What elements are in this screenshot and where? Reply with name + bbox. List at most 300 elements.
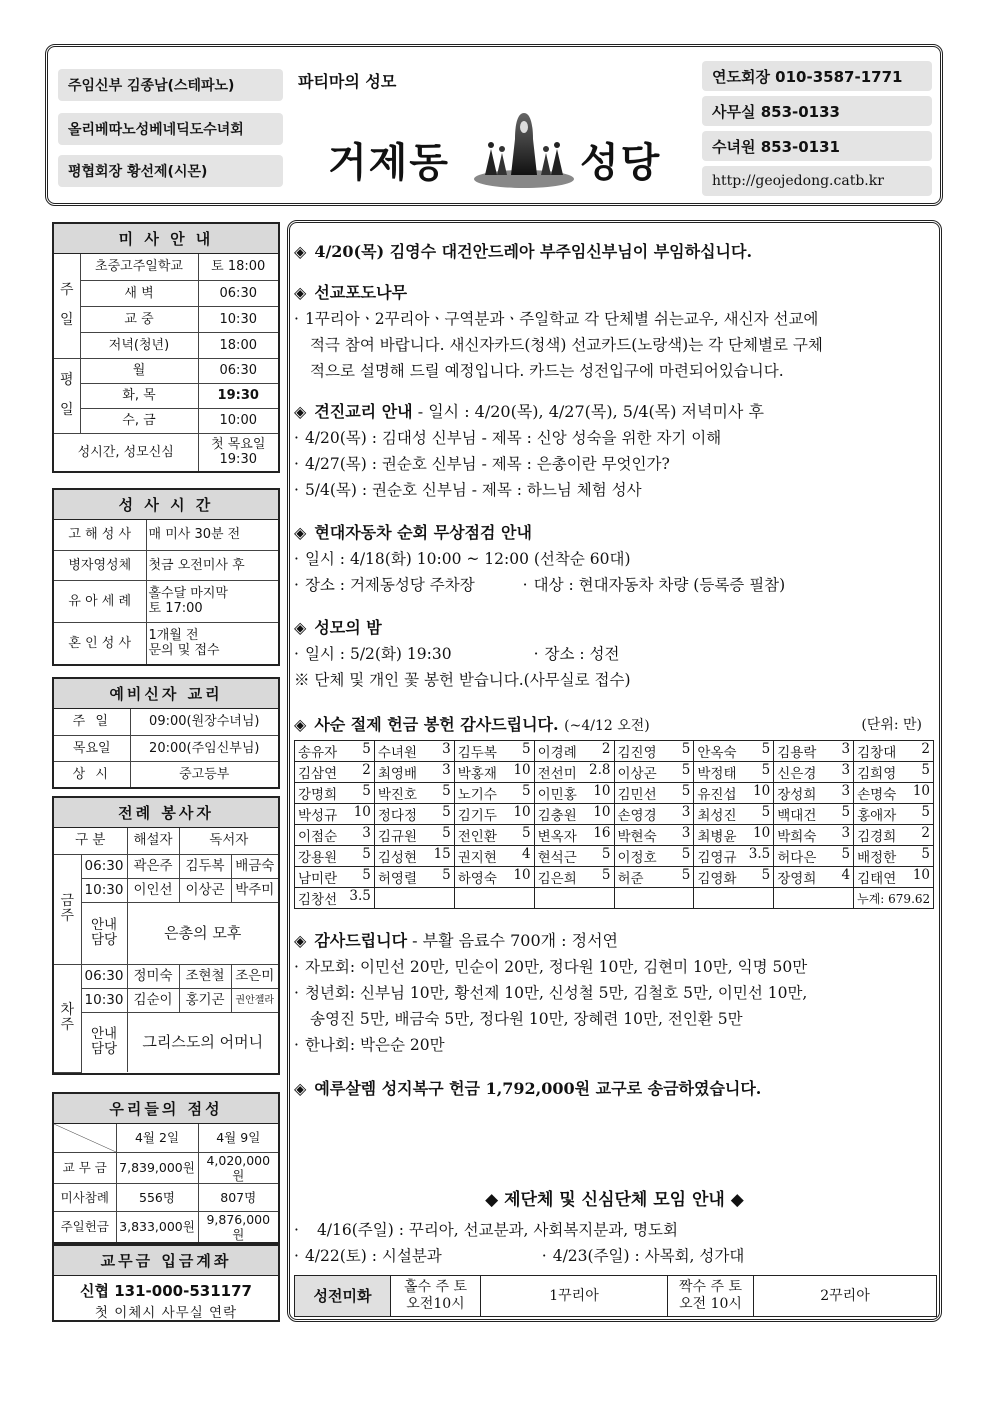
- donor-name: 김희영: [857, 766, 897, 782]
- diamond-icon: ◈: [294, 1079, 307, 1098]
- donor-amount: 5: [362, 846, 371, 862]
- diamond-icon: ◈: [294, 931, 307, 950]
- stats-title: 우리들의 점성: [54, 1094, 278, 1124]
- donor-cell: [614, 804, 694, 825]
- church-logo-icon: [471, 111, 577, 191]
- bullet-icon: ·: [541, 1247, 547, 1265]
- donor-name: 김창선: [298, 892, 338, 908]
- empty-cell: [374, 888, 454, 909]
- donor-name: 정다정: [377, 808, 417, 824]
- col-lector: 독서자: [179, 828, 278, 854]
- donor-cell: [295, 888, 375, 909]
- donor-cell: [774, 846, 854, 867]
- donor-amount: 15: [433, 846, 451, 862]
- donor-name: 김경희: [857, 829, 897, 845]
- bullet-icon: ·: [294, 576, 299, 594]
- donor-cell: [774, 762, 854, 783]
- donor-name: 이상곤: [617, 766, 657, 782]
- lector-1: 김두복: [179, 854, 231, 878]
- catechumen-box: [52, 677, 280, 789]
- donor-name: 장성희: [777, 787, 817, 803]
- donor-name: 손명숙: [857, 787, 897, 803]
- donor-cell: [534, 846, 614, 867]
- stats-value: 556명: [116, 1183, 198, 1211]
- donor-amount: 2: [362, 762, 371, 778]
- sacrament-label: 고 해 성 사: [54, 520, 146, 550]
- lector-2: 박주미: [231, 878, 278, 902]
- notice-lent-offering: ◈ 사순 절제 헌금 봉헌 감사드립니다. (~4/12 오전) (단위: 만): [294, 715, 922, 734]
- donor-amount: 10: [593, 804, 611, 820]
- donor-name: 하영숙: [457, 871, 497, 887]
- mass-name: 교 중: [80, 306, 198, 332]
- mass-name: 새 벽: [80, 280, 198, 306]
- donor-name: 박홍재: [457, 766, 497, 782]
- notice-car-check: ◈ 현대자동차 순회 무상점검 안내 · 일시 : 4/18(화) 10:00 ~ 12:00 (선착순 60대) · 장소 : 거제동성당 주차장 · 대상 : 현대자동차 차량 (등록증 필참): [294, 523, 786, 594]
- meetings-list: · 4/16(주일) : 꾸리아, 선교분과, 사회복지분과, 명도회 · 4/22(토) : 시설분과 · 4/23(주일) : 사목회, 성가대: [294, 1221, 745, 1265]
- mass-time: 06:30: [198, 358, 278, 383]
- liturgy-time: 10:30: [81, 878, 127, 902]
- sacrament-value: 1개월 전 문의 및 접수: [146, 622, 278, 664]
- catechism-time: 20:00(주임신부님): [130, 735, 278, 761]
- donor-cell: [534, 741, 614, 762]
- guide-group: 그리스도의 어머니: [127, 1012, 278, 1072]
- donor-amount: 5: [681, 867, 691, 883]
- account-note: 첫 이체시 사무실 연락: [94, 1305, 238, 1321]
- donor-cell: [774, 867, 854, 888]
- donor-cell: [854, 825, 934, 846]
- donation-row: [295, 888, 934, 909]
- donor-name: 김태연: [857, 871, 897, 887]
- mass-time: 06:30: [198, 280, 278, 306]
- donor-amount: 3: [681, 825, 691, 841]
- donor-name: 김은희: [537, 871, 577, 887]
- lector-2: 배금숙: [231, 854, 278, 878]
- donor-name: 허다은: [777, 850, 817, 866]
- donor-cell: [614, 825, 694, 846]
- mass-name: 저녁(청년): [80, 332, 198, 358]
- donor-amount: 5: [442, 825, 451, 841]
- empty-cell: [694, 888, 774, 909]
- stats-table: [54, 1124, 278, 1242]
- mass-time: 10:30: [198, 306, 278, 332]
- donor-amount: 5: [761, 762, 771, 778]
- diamond-icon: ◈: [294, 242, 307, 261]
- liturgy-time: 06:30: [81, 854, 127, 878]
- donor-amount: 4: [841, 867, 851, 883]
- donor-name: 김성현: [377, 850, 417, 866]
- donor-cell: [454, 762, 534, 783]
- mass-day: 화, 목: [80, 383, 198, 408]
- donor-name: 권지현: [457, 850, 497, 866]
- mass-name: 초중고주일학교: [80, 254, 198, 280]
- catechism-day: 목요일: [54, 735, 130, 761]
- catechumen-table: [54, 709, 278, 787]
- bullet-icon: ·: [533, 645, 539, 663]
- account-title: 교무금 입금계좌: [54, 1246, 278, 1276]
- donor-amount: 3: [841, 762, 851, 778]
- stats-corner: [54, 1124, 116, 1152]
- donor-amount: 10: [353, 804, 371, 820]
- commentator: 정미숙: [127, 964, 179, 988]
- lector-1: 조현철: [179, 964, 231, 988]
- bulletin-header: [45, 44, 943, 206]
- donor-cell: [614, 867, 694, 888]
- donor-cell: [295, 762, 375, 783]
- diamond-icon: ◈: [294, 283, 307, 302]
- diamond-icon: ◈: [294, 715, 307, 734]
- bullet-icon: ·: [522, 576, 528, 594]
- donor-cell: [614, 741, 694, 762]
- donor-amount: 5: [921, 804, 930, 820]
- donor-name: 김진영: [617, 745, 657, 761]
- diamond-icon: ◈: [294, 523, 307, 542]
- sunday-label: 주 일: [54, 254, 80, 358]
- flower-even-group: 2꾸리아: [754, 1276, 937, 1317]
- donor-amount: 5: [601, 867, 611, 883]
- mass-schedule-title: 미 사 안 내: [54, 224, 278, 254]
- donation-table: [294, 740, 934, 909]
- donor-name: 장영희: [777, 871, 817, 887]
- bullet-icon: ·: [294, 429, 299, 447]
- notice-new-priest: ◈ 4/20(목) 김영수 대건안드레아 부주임신부님이 부임하십니다.: [294, 242, 753, 261]
- donor-name: 김기두: [457, 808, 497, 824]
- liturgy-servers-box: [52, 796, 280, 1075]
- mass-time: 토 18:00: [198, 254, 278, 280]
- catechism-day: 주 일: [54, 709, 130, 735]
- donation-row: [295, 825, 934, 846]
- donor-name: 최병윤: [697, 829, 737, 845]
- col-commentator: 해설자: [127, 828, 179, 854]
- commentator: 이인선: [127, 878, 179, 902]
- donor-name: 박정태: [697, 766, 737, 782]
- donor-cell: [774, 741, 854, 762]
- donor-amount: 10: [513, 804, 531, 820]
- donor-amount: 10: [753, 783, 771, 799]
- bullet-icon: ·: [294, 984, 299, 1002]
- donor-amount: 2.8: [589, 762, 611, 778]
- donor-amount: 3.5: [748, 846, 771, 862]
- holy-hour-time: 첫 목요일 19:30: [198, 433, 278, 471]
- donor-cell: [374, 867, 454, 888]
- donor-amount: 5: [362, 867, 371, 883]
- donor-cell: [295, 783, 375, 804]
- donor-name: 안옥숙: [697, 745, 737, 761]
- donor-name: 남미란: [298, 871, 338, 887]
- weekday-label: 평 일: [54, 358, 80, 433]
- donor-amount: 5: [921, 846, 930, 862]
- donor-cell: [694, 867, 774, 888]
- header-council-president: 평협회장 황선제(시몬): [58, 155, 283, 187]
- donor-cell: [374, 783, 454, 804]
- donor-cell: [694, 846, 774, 867]
- donor-amount: 3: [362, 825, 371, 841]
- donor-amount: 5: [761, 741, 771, 757]
- donor-amount: 5: [681, 762, 691, 778]
- donor-amount: 16: [593, 825, 611, 841]
- lector-2: 조은미: [231, 964, 278, 988]
- stats-label: 교 무 금: [54, 1152, 116, 1183]
- donor-amount: 5: [442, 867, 451, 883]
- donor-name: 김규원: [377, 829, 417, 845]
- donor-cell: [534, 804, 614, 825]
- liturgy-servers-title: 전례 봉사자: [54, 798, 278, 828]
- donor-cell: [534, 867, 614, 888]
- donor-name: 이경례: [537, 745, 577, 761]
- church-title-left: 거제동: [328, 140, 450, 186]
- mass-time: 19:30: [198, 383, 278, 408]
- donor-amount: 5: [841, 804, 851, 820]
- donor-amount: 3: [681, 804, 691, 820]
- notice-confirmation: ◈ 견진교리 안내 - 일시 : 4/20(목), 4/27(목), 5/4(목) 저녁미사 후 · 4/20(목) : 김대성 신부님 - 제목 : 신앙 성숙을 위한 자기 이해 · 4/27(목) : 권순호 신부님 - 제목 : 은총이란 무엇인가? · 5/4(목) : 권순호 신부님 - 제목 : 하느님 체험 성사: [294, 402, 764, 499]
- donor-amount: 5: [601, 846, 611, 862]
- donor-cell: [534, 762, 614, 783]
- sacrament-label: 혼 인 성 사: [54, 622, 146, 664]
- guide-label: 안내 담당: [81, 1012, 127, 1072]
- donor-amount: 5: [841, 846, 851, 862]
- stats-date: 4월 9일: [198, 1124, 278, 1152]
- header-funeral-contact: 연도회장 010-3587-1771: [702, 61, 932, 91]
- donor-name: 박성규: [298, 808, 338, 824]
- donor-cell: [295, 825, 375, 846]
- donor-name: 송유자: [298, 745, 338, 761]
- donor-amount: 5: [761, 867, 771, 883]
- empty-cell: [614, 888, 694, 909]
- donor-cell: [295, 804, 375, 825]
- stats-box: [52, 1092, 280, 1244]
- donor-cell: [534, 825, 614, 846]
- notice-mission: ◈ 선교포도나무 · 1꾸리아ㆍ2꾸리아ㆍ구역분과ㆍ주일학교 각 단체별 쉬는교우, 새신자 선교에 적극 참여 바랍니다. 새신자카드(청색) 선교카드(노랑색)는 각 단체별로 구체 적으로 설명해 드릴 예정입니다. 카드는 성전입구에 마련되어있습니다.: [294, 283, 823, 380]
- donor-name: 손영경: [617, 808, 657, 824]
- bullet-icon: ·: [294, 1036, 299, 1054]
- catechism-day: 상 시: [54, 761, 130, 787]
- donor-amount: 5: [522, 783, 531, 799]
- donor-name: 김영규: [697, 850, 737, 866]
- donor-name: 김영화: [697, 871, 737, 887]
- donor-cell: [614, 783, 694, 804]
- donation-row: [295, 762, 934, 783]
- stats-value: 7,839,000원: [116, 1152, 198, 1183]
- flower-label: 성전미화: [295, 1276, 391, 1317]
- stats-value: 9,876,000원: [198, 1211, 278, 1242]
- donor-cell: [694, 783, 774, 804]
- donor-amount: 3: [442, 762, 451, 778]
- donor-cell: [374, 762, 454, 783]
- catechumen-title: 예비신자 교리: [54, 679, 278, 709]
- meetings-title: ◆ 제단체 및 신심단체 모임 안내 ◆: [485, 1190, 744, 1210]
- stats-value: 807명: [198, 1183, 278, 1211]
- donor-cell: [454, 804, 534, 825]
- liturgy-time: 10:30: [81, 988, 127, 1012]
- stats-label: 주일헌금: [54, 1211, 116, 1242]
- flower-odd-label: 홀수 주 토 오전10시: [391, 1276, 481, 1317]
- bullet-icon: ·: [294, 1247, 299, 1265]
- donor-amount: 10: [513, 867, 531, 883]
- mass-day: 월: [80, 358, 198, 383]
- lector-2: 권안젤라: [231, 988, 278, 1012]
- account-number: 신협 131-000-531177: [80, 1282, 252, 1300]
- donor-amount: 5: [522, 741, 531, 757]
- mass-schedule-table: [54, 254, 278, 471]
- donor-amount: 2: [921, 741, 930, 757]
- donor-cell: [374, 825, 454, 846]
- donor-amount: 5: [681, 846, 691, 862]
- donor-amount: 5: [761, 804, 771, 820]
- donation-row: [295, 804, 934, 825]
- catechism-time: 09:00(원장수녀님): [130, 709, 278, 735]
- sacraments-table: [54, 520, 278, 664]
- donor-cell: [694, 804, 774, 825]
- donor-name: 현석근: [537, 850, 577, 866]
- donor-name: 박희숙: [777, 829, 817, 845]
- donor-name: 백대건: [777, 808, 817, 824]
- lector-1: 홍기곤: [179, 988, 231, 1012]
- commentator: 곽은주: [127, 854, 179, 878]
- donor-name: 이정호: [617, 850, 657, 866]
- donor-amount: 5: [362, 783, 371, 799]
- donor-name: 이민홍: [537, 787, 577, 803]
- header-pastor: 주임신부 김종남(스테파노): [58, 69, 283, 101]
- donor-cell: [295, 741, 375, 762]
- donor-amount: 5: [362, 741, 371, 757]
- donor-amount: 5: [442, 804, 451, 820]
- donor-name: 김삼연: [298, 766, 338, 782]
- donor-amount: 5: [442, 783, 451, 799]
- mass-day: 수, 금: [80, 408, 198, 433]
- donor-name: 전인환: [457, 829, 497, 845]
- donor-cell: [454, 846, 534, 867]
- donor-name: 이점순: [298, 829, 338, 845]
- holy-hour-label: 성시간, 성모신심: [54, 433, 198, 471]
- stats-value: 4,020,000원: [198, 1152, 278, 1183]
- flower-odd-group: 1꾸리아: [481, 1276, 668, 1317]
- donor-name: 신은경: [777, 766, 817, 782]
- donor-name: 노기수: [457, 787, 497, 803]
- donor-name: 김민선: [617, 787, 657, 803]
- empty-cell: [534, 888, 614, 909]
- donor-cell: [374, 741, 454, 762]
- donor-name: 최영배: [377, 766, 417, 782]
- donor-name: 수녀원: [377, 745, 417, 761]
- commentator: 김순이: [127, 988, 179, 1012]
- donor-name: 유진섭: [697, 787, 737, 803]
- donor-name: 허영렬: [377, 871, 417, 887]
- flower-even-label: 짝수 주 토 오전 10시: [668, 1276, 754, 1317]
- donor-amount: 5: [681, 783, 691, 799]
- donation-row: [295, 846, 934, 867]
- bullet-icon: ·: [294, 310, 299, 328]
- donor-cell: [614, 762, 694, 783]
- donor-name: 김창대: [857, 745, 897, 761]
- sacrament-value: 첫금 오전미사 후: [146, 550, 278, 580]
- donor-amount: 5: [681, 741, 691, 757]
- donor-amount: 5: [522, 825, 531, 841]
- liturgy-servers-table: [54, 828, 278, 1073]
- donor-cell: [295, 846, 375, 867]
- donation-row: [295, 741, 934, 762]
- empty-cell: [774, 888, 854, 909]
- donor-amount: 3: [841, 783, 851, 799]
- donor-cell: [454, 867, 534, 888]
- catechism-time: 중고등부: [130, 761, 278, 787]
- liturgy-time: 06:30: [81, 964, 127, 988]
- donor-cell: [454, 825, 534, 846]
- donor-cell: [694, 825, 774, 846]
- diamond-icon: ◈: [294, 402, 307, 421]
- col-category: 구 분: [54, 828, 127, 854]
- mass-time: 18:00: [198, 332, 278, 358]
- donor-amount: 10: [593, 783, 611, 799]
- bullet-icon: ·: [294, 455, 299, 473]
- bullet-icon: ·: [294, 481, 299, 499]
- notices-panel: [287, 220, 942, 1322]
- donor-amount: 10: [912, 783, 930, 799]
- donor-cell: [774, 825, 854, 846]
- this-week-label: 금 주: [54, 854, 81, 964]
- donor-name: 최성진: [697, 808, 737, 824]
- stats-date: 4월 2일: [116, 1124, 198, 1152]
- flower-duty-table: [294, 1275, 937, 1317]
- church-title-right: 성당: [580, 140, 662, 186]
- donor-cell: [854, 741, 934, 762]
- donor-cell: [854, 804, 934, 825]
- header-office-phone: 사무실 853-0133: [702, 96, 932, 126]
- diamond-icon: ◈: [294, 618, 307, 637]
- header-website-link[interactable]: http://geojedong.catb.kr: [702, 166, 932, 196]
- donor-name: 강용원: [298, 850, 338, 866]
- donor-name: 홍애자: [857, 808, 897, 824]
- header-convent-phone: 수녀원 853-0131: [702, 131, 932, 161]
- sacrament-value: 홀수달 마지막 토 17:00: [146, 580, 278, 622]
- donor-name: 박진호: [377, 787, 417, 803]
- donor-amount: 2: [601, 741, 611, 757]
- bullet-icon: ·: [294, 958, 299, 976]
- bullet-icon: ·: [294, 1221, 299, 1239]
- donor-name: 강명희: [298, 787, 338, 803]
- donor-cell: [374, 804, 454, 825]
- donor-name: 허준: [617, 871, 644, 887]
- notice-marian-night: ◈ 성모의 밤 · 일시 : 5/2(화) 19:30 · 장소 : 성전 ※ 단체 및 개인 꽃 봉헌 받습니다.(사무실로 접수): [294, 618, 631, 689]
- sacrament-label: 병자영성체: [54, 550, 146, 580]
- donor-amount: 10: [912, 867, 930, 883]
- notice-thanks: ◈ 감사드립니다 - 부활 음료수 700개 : 정서연 · 자모회: 이민선 20만, 민순이 20만, 정다원 10만, 김현미 10만, 익명 50만 · 청년회: 신부님 10만, 황선제 10만, 신성철 5만, 김철호 5만, 이민선 10만, 송영진 5만, 배금숙 5만, 정다원 10만, 장혜련 10만, 전인환 5만 · 한나회: 박은순 20만: [294, 931, 808, 1054]
- donor-amount: 2: [921, 825, 930, 841]
- donor-amount: 10: [753, 825, 771, 841]
- donor-amount: 3: [841, 825, 851, 841]
- donor-name: 변옥자: [537, 829, 577, 845]
- donor-cell: [854, 783, 934, 804]
- header-subtitle: 파티마의 성모: [298, 72, 397, 91]
- sacrament-value: 매 미사 30분 전: [146, 520, 278, 550]
- guide-label: 안내 담당: [81, 902, 127, 964]
- donor-amount: 5: [921, 762, 930, 778]
- lector-1: 이상곤: [179, 878, 231, 902]
- donor-name: 배정한: [857, 850, 897, 866]
- donor-cell: [454, 741, 534, 762]
- mass-schedule-box: [52, 222, 280, 473]
- donor-amount: 3.5: [349, 888, 371, 904]
- donor-name: 김충원: [537, 808, 577, 824]
- donor-cell: [854, 846, 934, 867]
- donor-name: 김용락: [777, 745, 817, 761]
- donation-total: 누계: 679.62: [854, 888, 934, 909]
- stats-value: 3,833,000원: [116, 1211, 198, 1242]
- donor-amount: 3: [442, 741, 451, 757]
- donor-cell: [774, 804, 854, 825]
- donor-amount: 4: [522, 846, 531, 862]
- next-week-label: 차 주: [54, 964, 81, 1072]
- donor-cell: [374, 846, 454, 867]
- donor-amount: 3: [841, 741, 851, 757]
